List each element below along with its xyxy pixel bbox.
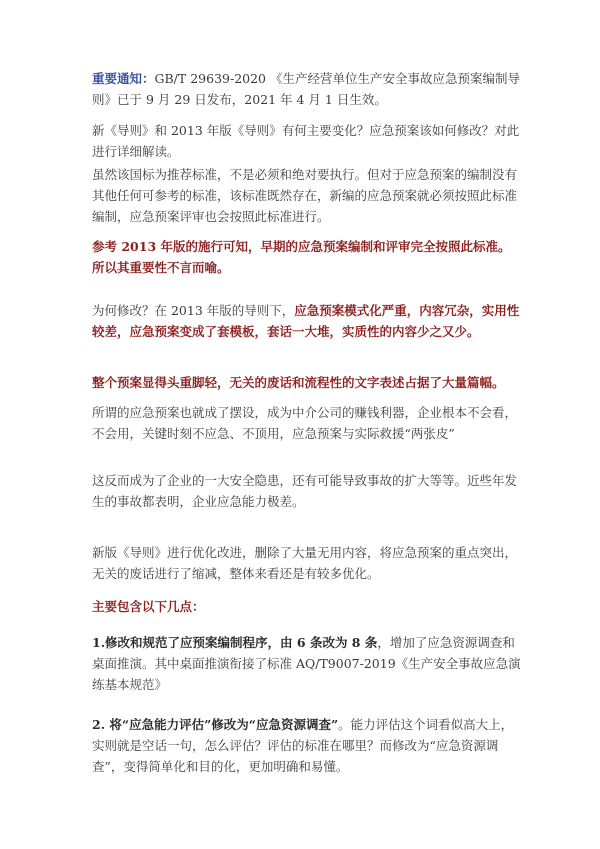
paragraph-importance: 参考 2013 年版的施行可知，早期的应急预案编制和评审完全按照此标准。所以其重要性不言而喻。 xyxy=(92,239,511,275)
list-item-1 xyxy=(92,632,522,695)
why-modify-emphasis: 应急预案模式化严重，内容冗杂，实用性较差，应急预案变成了套模板，套话一大堆，实质性的内容少之又少。 xyxy=(92,303,520,339)
paragraph-hazard: 这反而成为了企业的一大安全隐患，还有可能导致事故的扩大等等。近些年发生的事故都表明，企业应急能力极差。 xyxy=(92,473,518,509)
notice-paragraph xyxy=(92,68,522,110)
paragraph-optimization: 新版《导则》进行优化改进，删除了大量无用内容，将应急预案的重点突出，无关的废话进行了缩减，整体来看还是有较多优化。 xyxy=(92,545,518,581)
paragraph-top-heavy: 整个预案显得头重脚轻，无关的废话和流程性的文字表述占据了大量篇幅。 xyxy=(92,375,505,390)
list-item-1-lead: 1.修改和规范了应预案编制程序，由 6 条改为 8 条 xyxy=(92,635,378,650)
paragraph-intro: 新《导则》和 2013 年版《导则》有何主要变化？应急预案该如何修改？对此进行详细解读。 xyxy=(92,123,520,159)
paragraph-why-modify xyxy=(92,300,522,342)
list-item-2-rest: 。能力评估这个词看似高大上，实则就是空话一句，怎么评估？评估的标准在哪里？而修改为“应急资源调查”，变得简单化和目的化，更加明确和易懂。 xyxy=(92,717,514,774)
notice-label: 重要通知： xyxy=(92,71,155,86)
list-item-1-rest: ，增加了应急资源调查和桌面推演。其中桌面推演衔接了标准 AQ/T9007-2019《生产安全事故应急演练基本规范》 xyxy=(92,635,521,692)
notice-text: GB/T 29639-2020 《生产经营单位生产安全事故应急预案编制导则》已于 9 月 29 日发布，2021 年 4 月 1 日生效。 xyxy=(92,71,520,107)
paragraph-display: 所谓的应急预案也就成了摆设，成为中介公司的赚钱利器，企业根本不会看，不会用，关键时刻不应急、不顶用，应急预案与实际救援“两张皮” xyxy=(92,405,518,441)
why-modify-lead: 为何修改？在 2013 年版的导则下， xyxy=(92,303,295,318)
list-item-2 xyxy=(92,714,522,777)
paragraph-main-points: 主要包含以下几点： xyxy=(92,599,205,614)
paragraph-standard: 虽然该国标为推荐标准，不是必须和绝对要执行。但对于应急预案的编制没有其他任何可参考的标准，该标准既然存在，新编的应急预案就必须按照此标准编制，应急预案评审也会按照此标准进行。 xyxy=(92,167,518,224)
list-item-2-lead: 2. 将“应急能力评估”修改为“应急资源调查” xyxy=(92,717,339,732)
